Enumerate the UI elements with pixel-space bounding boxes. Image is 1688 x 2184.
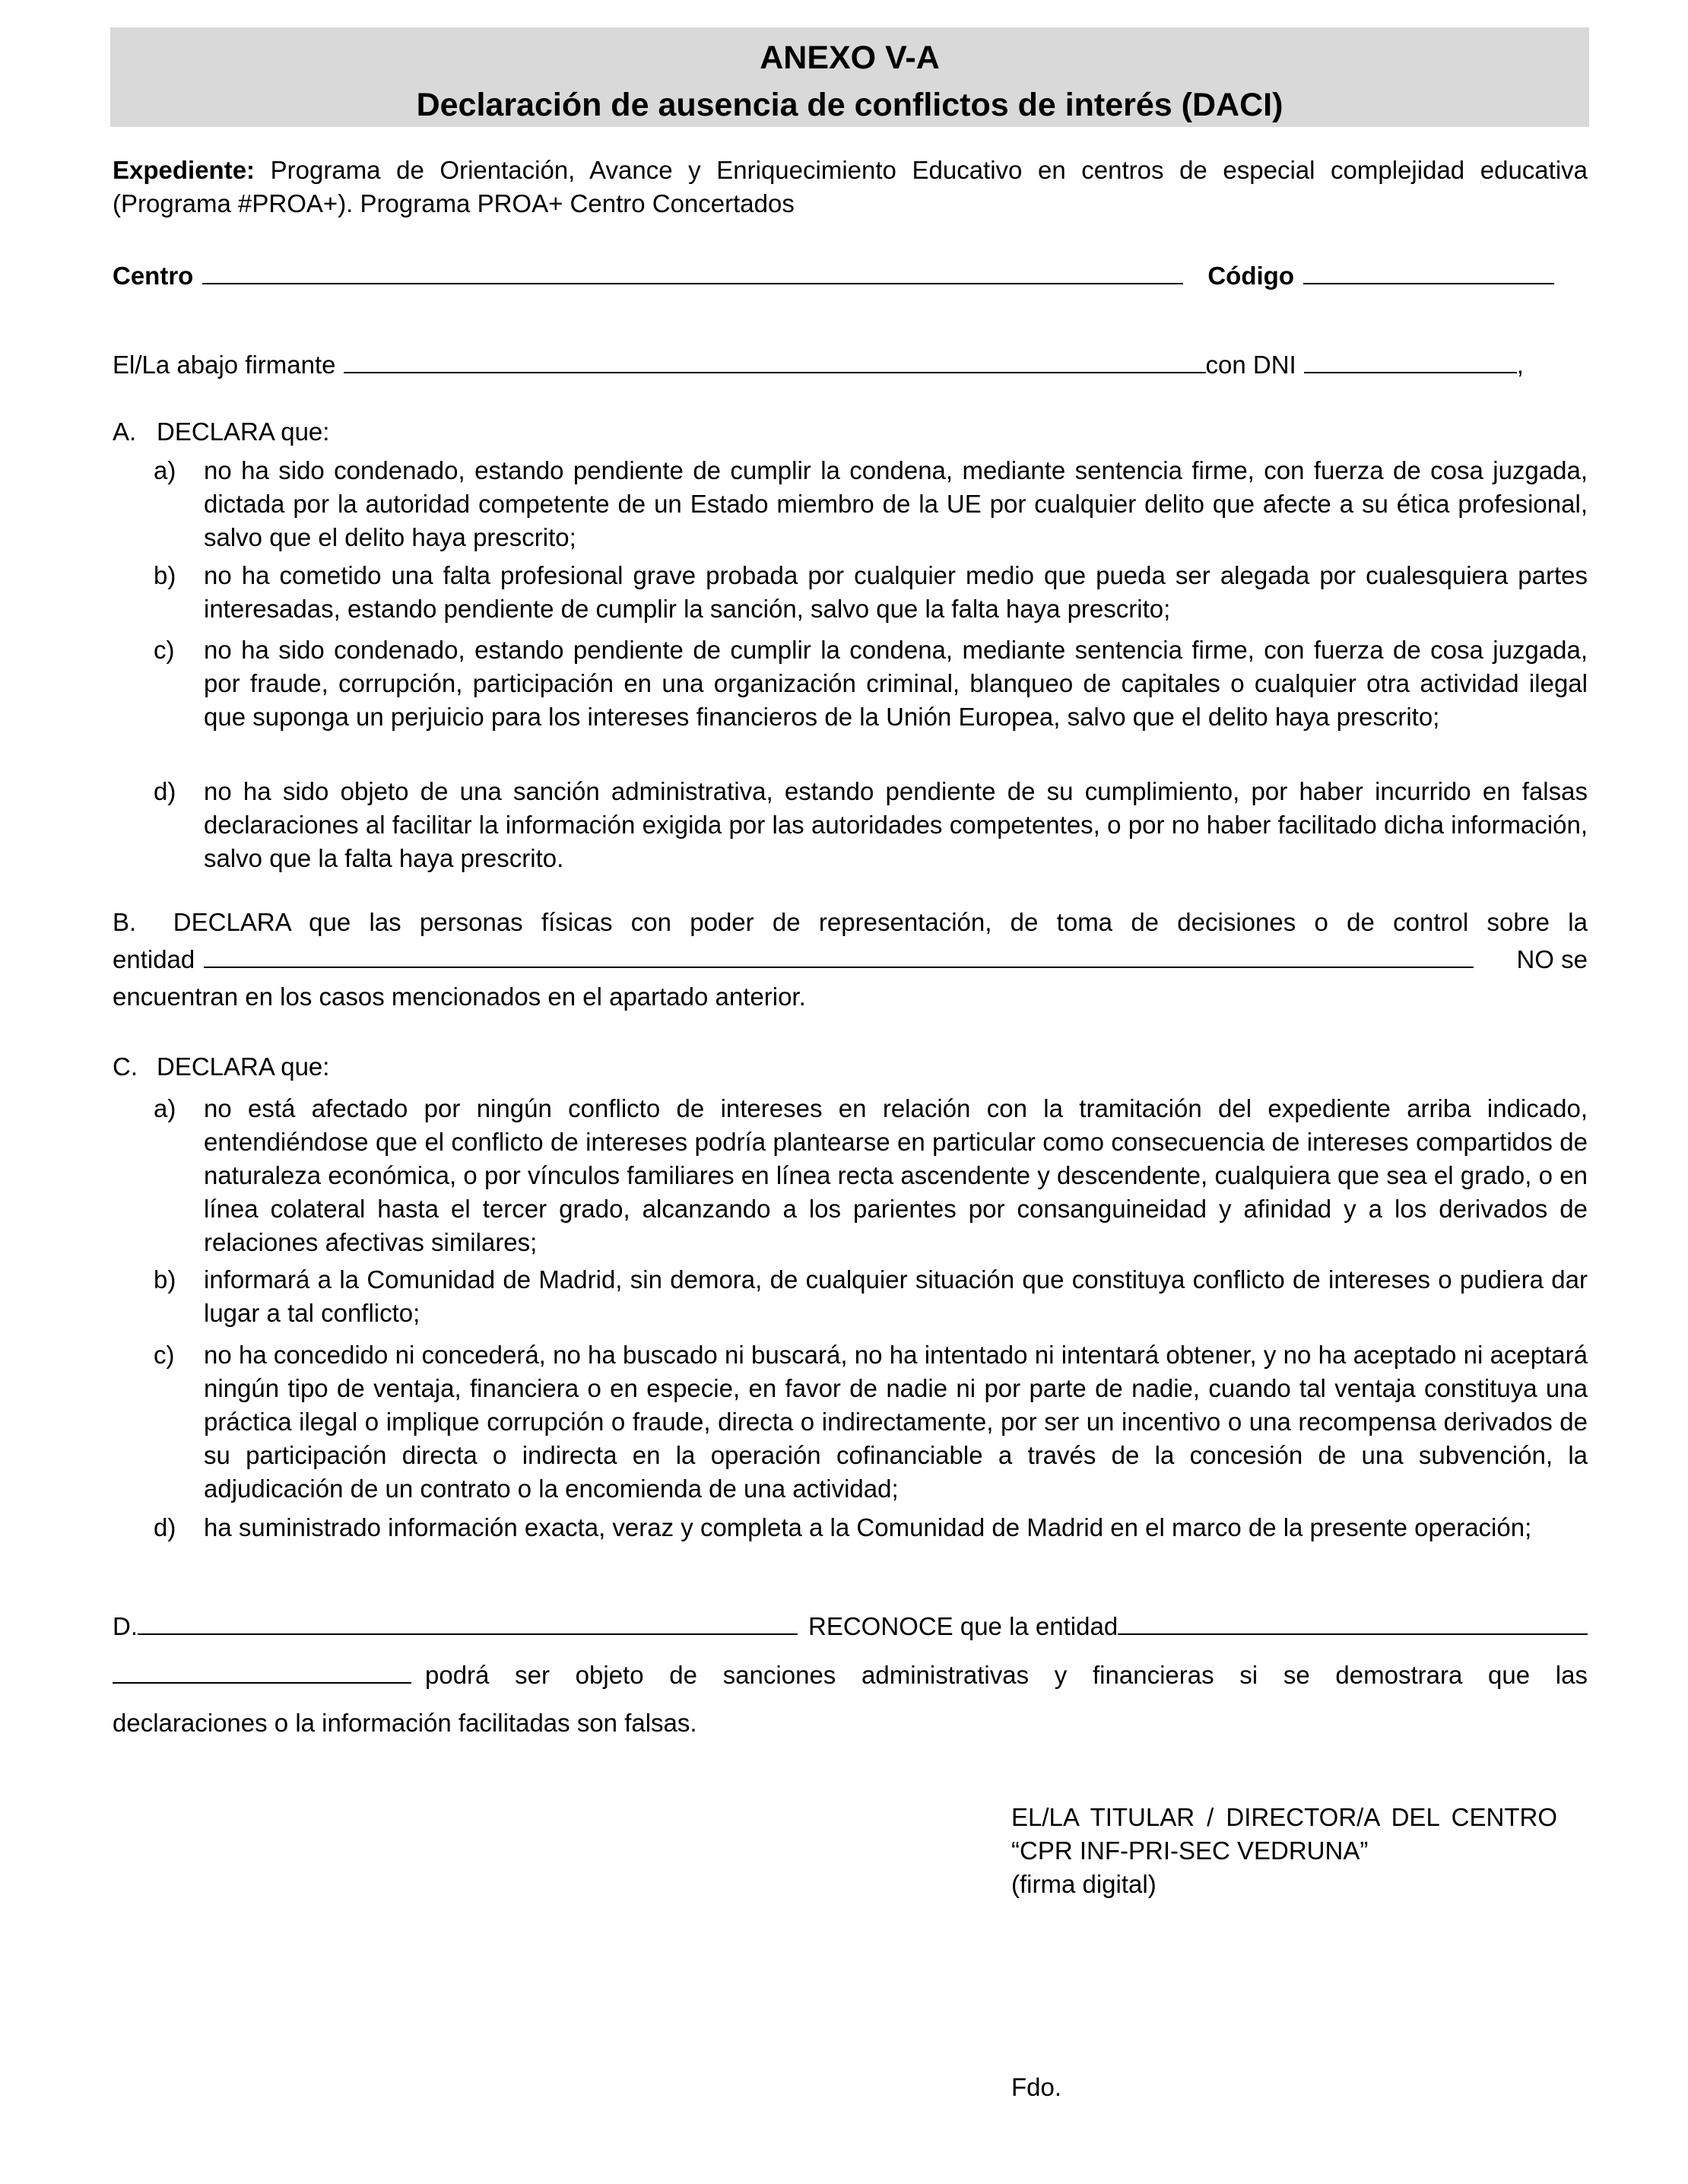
section-a-title: DECLARA que: <box>157 417 330 446</box>
section-c-heading <box>113 1050 329 1084</box>
item-text: no ha sido objeto de una sanción administrativa, estando pendiente de su cumplimiento, por haber incurrido en falsas declaraciones al facilitar la información exigida por las autoridades competentes, o por no haber facilitado dicha información, salvo que la falta haya prescrito. <box>204 777 1588 872</box>
expediente-label: Expediente: <box>113 156 255 184</box>
section-c-item <box>154 1092 1588 1259</box>
item-marker: d) <box>154 1513 176 1541</box>
dni-label: con DNI <box>1205 351 1296 379</box>
section-d-marker: D. <box>113 1612 138 1640</box>
section-a-item <box>154 775 1588 875</box>
item-text: no ha sido condenado, estando pendiente de cumplir la condena, mediante sentencia firme, con fuerza de cosa juzgada, por fraude, corrupción, participación en una organización criminal, blanqueo de capitales o cualquier otra actividad ilegal que suponga un perjuicio para los intereses financieros de la Unión Europea, salvo que el delito haya prescrito; <box>204 636 1588 731</box>
section-b-text: DECLARA que las personas físicas con poder de representación, de toma de decisiones o de control sobre la <box>173 908 1588 936</box>
section-a-item <box>154 454 1588 554</box>
digital-signature-note: (firma digital) <box>1011 1870 1157 1898</box>
section-b-line3: encuentran en los casos mencionados en el apartado anterior. <box>113 982 806 1011</box>
no-se-text: NO se <box>1516 945 1588 973</box>
reconoce-text: RECONOCE que la entidad <box>808 1612 1118 1640</box>
centro-label: Centro <box>113 262 194 290</box>
expediente <box>113 154 1588 221</box>
section-c-title: DECLARA que: <box>157 1052 330 1081</box>
item-text: informará a la Comunidad de Madrid, sin demora, de cualquier situación que constituya conflicto de intereses o pudiera dar lugar a tal conflicto; <box>204 1265 1588 1327</box>
firmante-row <box>113 348 1588 381</box>
section-a-item <box>154 633 1588 734</box>
item-marker: b) <box>154 561 176 589</box>
document-title: Declaración de ausencia de conflictos de interés (DACI) <box>416 87 1283 123</box>
fdo-label: Fdo. <box>1011 2073 1062 2101</box>
header-banner <box>110 27 1589 127</box>
item-marker: c) <box>154 636 175 664</box>
annex-title: ANEXO V-A <box>760 40 940 76</box>
item-text: no ha concedido ni concederá, no ha buscado ni buscará, no ha intentado ni intentará obtener, y no ha aceptado ni aceptará ningún tipo de ventaja, financiera o en especie, en favor de nadie ni por parte de nadie, cuando tal ventaja constituya una práctica ilegal o implique corrupción o fraude, directa o indirectamente, por ser un incentivo o una recompensa derivados de su participación directa o indirecta en la operación cofinanciable a través de la concesión de una subvención, la adjudicación de un contrato o la encomienda de una actividad; <box>204 1341 1588 1503</box>
section-d-row <box>113 1609 1588 1643</box>
comma: , <box>1516 351 1524 379</box>
signatory-title: EL/LA TITULAR / DIRECTOR/A DEL CENTRO “CPR INF-PRI-SEC VEDRUNA” <box>1011 1803 1557 1865</box>
firmante-name-field[interactable] <box>344 348 1206 373</box>
section-b-marker: B. <box>113 908 137 936</box>
centro-field[interactable] <box>202 259 1183 284</box>
section-a-marker: A. <box>113 417 137 446</box>
section-b-line1 <box>113 903 1588 941</box>
entidad-label: entidad <box>113 945 195 973</box>
item-text: no ha sido condenado, estando pendiente de cumplir la condena, mediante sentencia firme, con fuerza de cosa juzgada, dictada por la autoridad competente de un Estado miembro de la UE por cualquier delito que afecte a su ética profesional, salvo que el delito haya prescrito; <box>204 456 1588 551</box>
item-text: no ha cometido una falta profesional grave probada por cualquier medio que pueda ser alegada por cualesquiera partes interesadas, estando pendiente de cumplir la sanción, salvo que la falta haya prescrito; <box>204 561 1588 623</box>
section-d-text: podrá ser objeto de sanciones administrativas y financieras si se demostrara que las <box>425 1661 1588 1689</box>
expediente-text: Programa de Orientación, Avance y Enriquecimiento Educativo en centros de especial complejidad educativa (Programa #PROA+). Programa PROA+ Centro Concertados <box>113 156 1588 217</box>
section-c-item <box>154 1338 1588 1506</box>
entidad-field[interactable] <box>204 942 1474 968</box>
section-a-item <box>154 559 1588 626</box>
codigo-field[interactable] <box>1303 259 1554 284</box>
section-d-name-field[interactable] <box>138 1609 798 1635</box>
codigo-label: Código <box>1207 262 1294 290</box>
item-marker: d) <box>154 777 176 805</box>
section-c-item <box>154 1511 1588 1544</box>
firmante-label: El/La abajo firmante <box>113 351 336 379</box>
section-c-marker: C. <box>113 1052 138 1081</box>
item-marker: a) <box>154 456 176 484</box>
item-marker: a) <box>154 1094 176 1122</box>
signature-block <box>1011 1801 1557 1901</box>
section-b-entidad-row <box>113 941 1588 978</box>
item-marker: b) <box>154 1265 176 1294</box>
section-d-entidad-field[interactable] <box>1118 1609 1588 1635</box>
section-d-entidad-field-2[interactable] <box>113 1658 411 1684</box>
dni-field[interactable] <box>1304 348 1517 373</box>
item-text: ha suministrado información exacta, veraz y completa a la Comunidad de Madrid en el marco de la presente operación; <box>204 1513 1532 1541</box>
centro-row <box>113 259 1588 292</box>
section-c-item <box>154 1263 1588 1330</box>
section-d-row2 <box>113 1658 1588 1691</box>
section-a-heading <box>113 415 329 449</box>
item-text: no está afectado por ningún conflicto de intereses en relación con la tramitación del expediente arriba indicado, entendiéndose que el conflicto de intereses podría plantearse en particular como consecuencia de intereses compartidos de naturaleza económica, o por vínculos familiares en línea recta ascendente y descendente, cualquiera que sea el grado, o en línea colateral hasta el tercer grado, alcanzando a los parientes por consanguineidad y afinidad y a los derivados de relaciones afectivas similares; <box>204 1094 1588 1256</box>
section-d-line3: declaraciones o la información facilitadas son falsas. <box>113 1709 697 1737</box>
item-marker: c) <box>154 1341 175 1369</box>
